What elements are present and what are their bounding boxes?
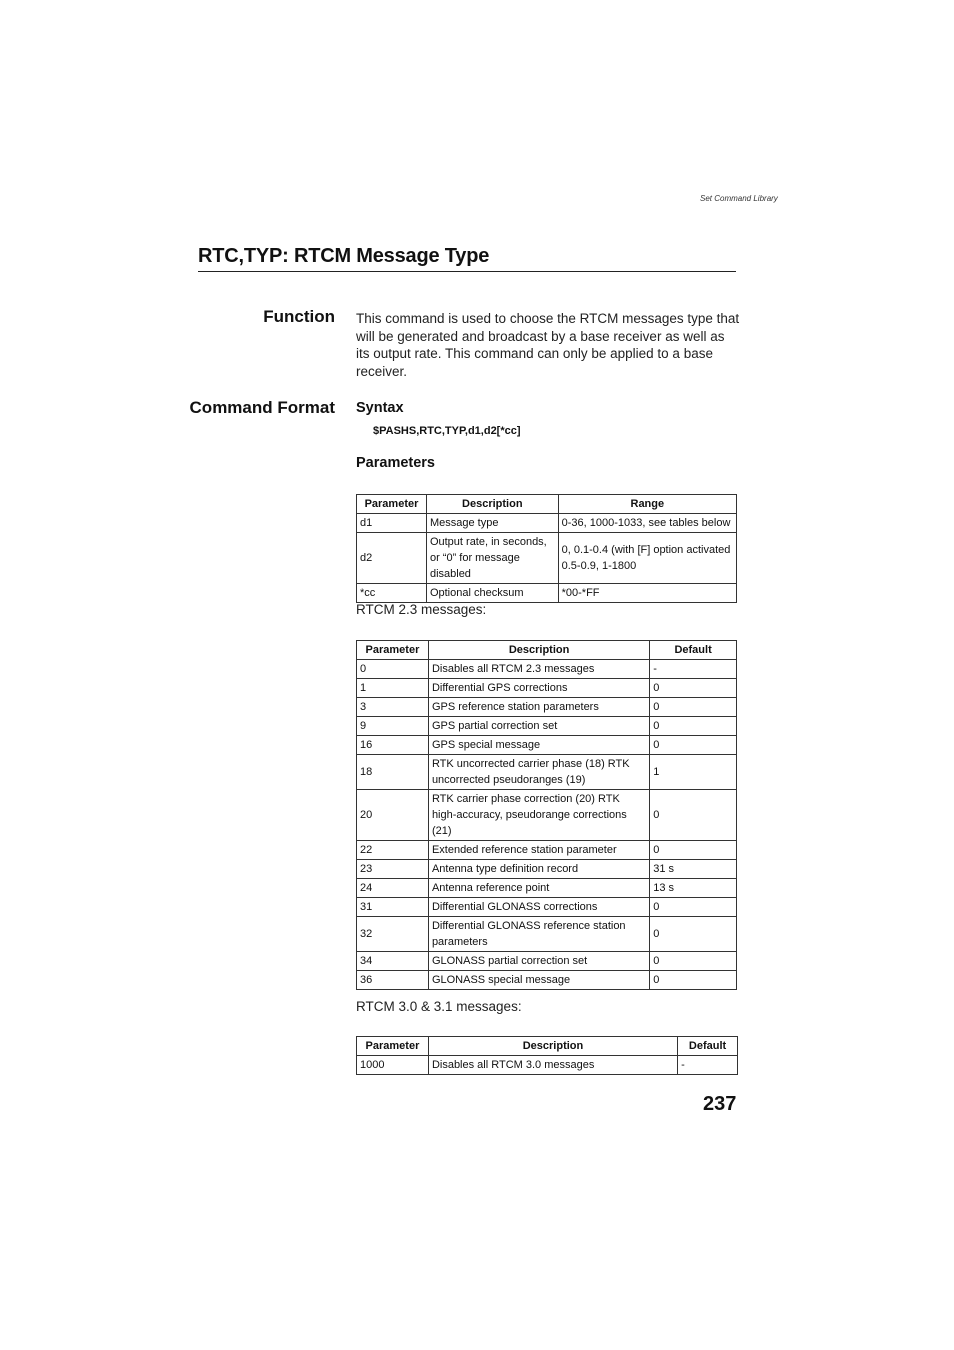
rtcm23-table: [356, 640, 737, 990]
table-cell: RTK uncorrected carrier phase (18) RTK uncorrected pseudoranges (19): [428, 755, 649, 790]
table-cell: d1: [357, 514, 427, 533]
table-cell: GPS reference station parameters: [428, 698, 649, 717]
table-header-row: [357, 1037, 738, 1056]
table-cell: 0: [650, 952, 737, 971]
table-cell: 9: [357, 717, 429, 736]
function-description: This command is used to choose the RTCM messages type that will be generated and broadcast by a base receiver as well as its output rate. This command can only be applied to a base receiver.: [356, 311, 740, 379]
rtcm30-caption: RTCM 3.0 & 3.1 messages:: [356, 999, 522, 1014]
table-cell: 1000: [357, 1056, 429, 1075]
table-cell: GPS partial correction set: [428, 717, 649, 736]
table-cell: 18: [357, 755, 429, 790]
column-header: Parameter: [357, 1037, 429, 1056]
table-cell: 1: [357, 679, 429, 698]
column-header: Parameter: [357, 495, 427, 514]
table-header-row: [357, 641, 737, 660]
table-cell: 0-36, 1000-1033, see tables below: [558, 514, 736, 533]
column-header: Default: [650, 641, 737, 660]
syntax-heading: Syntax: [356, 400, 404, 416]
table-header-row: [357, 495, 737, 514]
table-cell: RTK carrier phase correction (20) RTK high-accuracy, pseudorange corrections (21): [428, 790, 649, 841]
table-cell: GLONASS partial correction set: [428, 952, 649, 971]
table-cell: -: [678, 1056, 738, 1075]
command-format-heading: Command Format: [189, 398, 335, 417]
table-cell: GLONASS special message: [428, 971, 649, 990]
table-cell: 3: [357, 698, 429, 717]
table-row: [357, 514, 737, 533]
table-cell: GPS special message: [428, 736, 649, 755]
table-row: [357, 717, 737, 736]
column-header: Range: [558, 495, 736, 514]
table-cell: Message type: [426, 514, 558, 533]
table-cell: 0: [650, 841, 737, 860]
title-divider: [198, 271, 736, 272]
table-cell: 20: [357, 790, 429, 841]
table-cell: 31: [357, 898, 429, 917]
table-cell: 32: [357, 917, 429, 952]
table-cell: 0: [650, 679, 737, 698]
table-cell: Antenna type definition record: [428, 860, 649, 879]
page-title: RTC,TYP: RTCM Message Type: [198, 245, 490, 267]
table-cell: 0: [650, 898, 737, 917]
table-cell: 0: [650, 736, 737, 755]
column-header: Description: [426, 495, 558, 514]
table-cell: Differential GLONASS corrections: [428, 898, 649, 917]
parameters-table: [356, 494, 737, 603]
table-row: [357, 952, 737, 971]
table-cell: 36: [357, 971, 429, 990]
table-row: [357, 971, 737, 990]
table-cell: Antenna reference point: [428, 879, 649, 898]
table-row: [357, 533, 737, 584]
rtcm30-table: [356, 1036, 738, 1075]
table-row: [357, 660, 737, 679]
running-header: Set Command Library: [700, 194, 778, 203]
table-row: [357, 698, 737, 717]
table-row: [357, 1056, 738, 1075]
table-cell: 16: [357, 736, 429, 755]
column-header: Default: [678, 1037, 738, 1056]
table-cell: Differential GPS corrections: [428, 679, 649, 698]
table-row: [357, 679, 737, 698]
table-cell: 1: [650, 755, 737, 790]
table-cell: 13 s: [650, 879, 737, 898]
table-cell: 0: [357, 660, 429, 679]
table-cell: 31 s: [650, 860, 737, 879]
table-cell: 0: [650, 971, 737, 990]
table-cell: 22: [357, 841, 429, 860]
table-cell: Disables all RTCM 2.3 messages: [428, 660, 649, 679]
table-cell: 0: [650, 917, 737, 952]
table-cell: Output rate, in seconds, or “0” for message disabled: [426, 533, 558, 584]
table-cell: 0: [650, 790, 737, 841]
table-row: [357, 879, 737, 898]
rtcm23-caption: RTCM 2.3 messages:: [356, 602, 487, 617]
column-header: Description: [428, 641, 649, 660]
page-number: 237: [703, 1093, 737, 1115]
syntax-string: $PASHS,RTC,TYP,d1,d2[*cc]: [373, 425, 521, 437]
table-cell: Differential GLONASS reference station parameters: [428, 917, 649, 952]
table-cell: -: [650, 660, 737, 679]
table-row: [357, 841, 737, 860]
table-cell: 0: [650, 717, 737, 736]
table-row: [357, 898, 737, 917]
table-cell: 0, 0.1-0.4 (with [F] option activated 0.5-0.9, 1-1800: [558, 533, 736, 584]
table-cell: *cc: [357, 584, 427, 603]
table-cell: 24: [357, 879, 429, 898]
function-heading: Function: [263, 307, 335, 326]
table-cell: Disables all RTCM 3.0 messages: [428, 1056, 677, 1075]
table-cell: Optional checksum: [426, 584, 558, 603]
column-header: Description: [428, 1037, 677, 1056]
table-cell: Extended reference station parameter: [428, 841, 649, 860]
table-row: [357, 917, 737, 952]
table-cell: 23: [357, 860, 429, 879]
column-header: Parameter: [357, 641, 429, 660]
table-row: [357, 755, 737, 790]
table-cell: 34: [357, 952, 429, 971]
parameters-heading: Parameters: [356, 455, 435, 471]
table-cell: 0: [650, 698, 737, 717]
table-row: [357, 860, 737, 879]
table-cell: *00-*FF: [558, 584, 736, 603]
table-row: [357, 790, 737, 841]
table-row: [357, 736, 737, 755]
table-row: [357, 584, 737, 603]
table-cell: d2: [357, 533, 427, 584]
